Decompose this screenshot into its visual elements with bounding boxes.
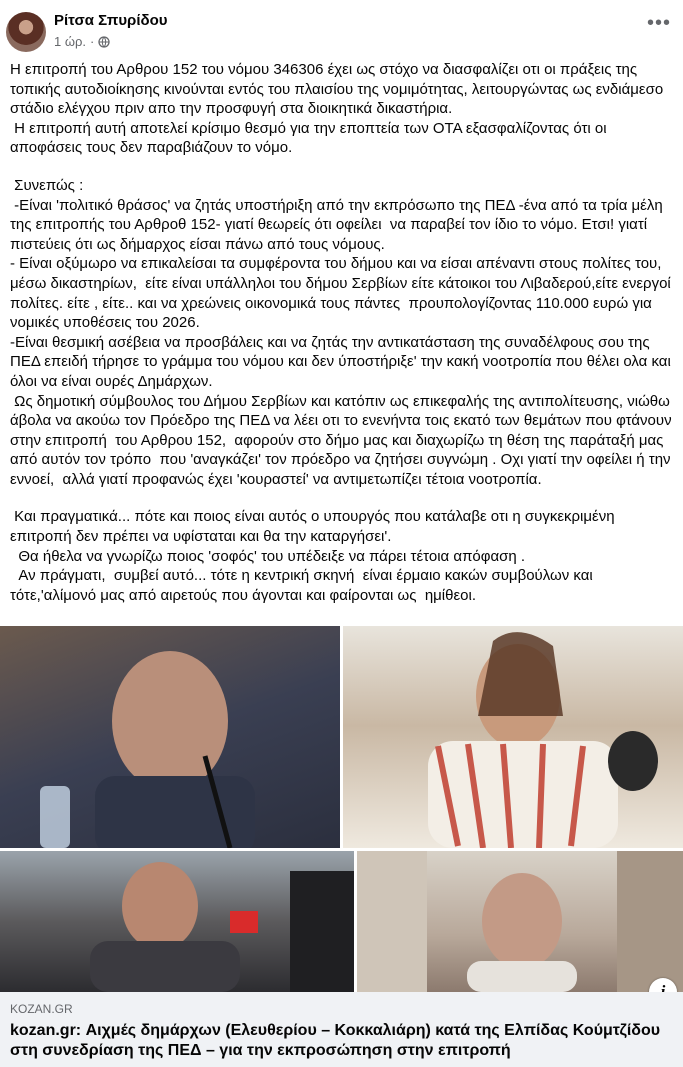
post-paragraph: Και πραγματικά... πότε και ποιος είναι αυτός ο υπουργός που κατάλαβε οτι η συγκεκριμένη επιτροπή δεν πρέπει να υφίσταται και θα την καταργήσει'.	[10, 508, 619, 546]
link-domain: KOZAN.GR	[10, 1002, 73, 1016]
post-paragraph: Θα ήθελα να γνωρίζω ποιος 'σοφός' του υπέδειξε να πάρει τέτοια απόφαση .	[10, 547, 526, 565]
photo-3[interactable]	[0, 851, 354, 992]
meta-separator: ·	[90, 34, 95, 49]
globe-icon[interactable]	[98, 36, 110, 48]
post-time[interactable]: 1 ώρ.	[54, 34, 86, 49]
photo-3-figure	[0, 851, 354, 992]
post-paragraph: Αν πράγματι, συμβεί αυτό... τότε η κεντρική σκηνή είναι έρμαιο κακών συμβούλων και τότε,'αλίμονό μας από αιρετούς που άγονται και φαίρονται ως ημίθεοι.	[10, 567, 597, 604]
post-paragraph: Ως δημοτική σύμβουλος του Δήμου Σερβίων και κατόπιν ως επικεφαλής της αντιπολίτευσης, νιώθω άβολα να ακούω τον Πρόεδρο της ΠΕΔ να λέει οτι το ενενήντα τοις εκατό των θεμάτων που φτάνουν στην επιτροπή του Αρθρου 152, αφορούν στο δήμο μας και διαχωρίζω τη θέση της παράταξή μας από αυτόν τον τρόπο που 'αναγκάζει' τον πρόεδρο να ζητήσει συγνώμη . Οχι γιατί την οφείλει ή την εννοεί, αλλά γιατί προφανώς έχει 'κουραστεί' να αντιμετωπίζει τέτοια νοοτροπία.	[10, 392, 680, 488]
photo-1[interactable]	[0, 626, 340, 848]
photo-grid[interactable]	[0, 626, 683, 992]
photo-1-figure	[0, 626, 340, 848]
post-paragraph: -Είναι 'πολιτικό θράσος' να ζητάς υποστήριξη από την εκπρόσωπο της ΠΕΔ -ένα από τα τρία μέλη της επιτροπής του Αρθροθ 152- γιατί θεωρείς ότι οφείλει να παραβεί τον ίδιο το νόμο. Ετσι! γιατί πιστεύεις ότι ως δήμαρχος είσαι πάνω από τους νόμους.	[10, 196, 667, 253]
post-paragraph: Η επιτροπή του Αρθρου 152 του νόμου 346306 έχει ως στόχο να διασφαλίζει οτι οι πράξεις της τοπικής αυτοδιοίκησης κινούνται εντός του πλαισίου της νομιμότητας, λειτουργώντας ως ενδιάμεσο στάδιο ελέγχου πριν απο την προσφυγή στα διοικητικά δικαστήρια.	[10, 61, 668, 118]
post-meta	[54, 34, 110, 49]
post-header	[0, 0, 683, 56]
photo-2-figure	[343, 626, 683, 848]
photo-4-figure	[357, 851, 683, 992]
post-paragraph: - Είναι οξύμωρο να επικαλείσαι τα συμφέροντα του δήμου και να είσαι απέναντι στους πολίτες του, μέσω δικαστηρίων, είτε είναι υπάλληλοι του δήμου Σερβίων είτε κάτοικοι του Λιβαδερού,είτε ενεργοί πολίτες. είτε , είτε.. και να χρεώνεις οικονομικά τους πάντες προυπολογίζοντας 110.000 ευρώ για νομικές υποθέσεις του 2026.	[10, 255, 675, 332]
link-title[interactable]: kozan.gr: Αιχμές δημάρχων (Ελευθερίου – Κοκκαλιάρη) κατά της Ελπίδας Κούμτζίδου στη συνεδρίαση της ΠΕΔ – για την εκπροσώπηση στην επιτροπή	[10, 1022, 661, 1059]
post-paragraph: Η επιτροπή αυτή αποτελεί κρίσιμο θεσμό για την εποπτεία των ΟΤΑ εξασφαλίζοντας ότι οι αποφάσεις τους δεν παραβιάζουν το νόμο.	[10, 119, 611, 157]
post-text	[10, 60, 678, 605]
link-preview[interactable]	[0, 992, 683, 1067]
post-paragraph: -Είναι θεσμική ασέβεια να προσβάλεις και να ζητάς την αντικατάσταση της συναδέλφους σου της ΠΕΔ επειδή τήρησε το γράμμα του νόμου και δεν ύποστήριξε' την κακή νοοτροπία που θέλει ολα και όλοι να είναι ουρές Δημάρχων.	[10, 333, 675, 390]
photo-2[interactable]	[343, 626, 683, 848]
post-paragraph: Συνεπώς :	[10, 176, 84, 194]
paragraph-gap	[10, 489, 678, 507]
photo-4[interactable]	[357, 851, 683, 992]
avatar[interactable]	[6, 12, 46, 52]
more-options-icon[interactable]: •••	[646, 12, 671, 34]
paragraph-gap	[10, 158, 678, 176]
author-name[interactable]: Ρίτσα Σπυρίδου	[54, 12, 168, 29]
